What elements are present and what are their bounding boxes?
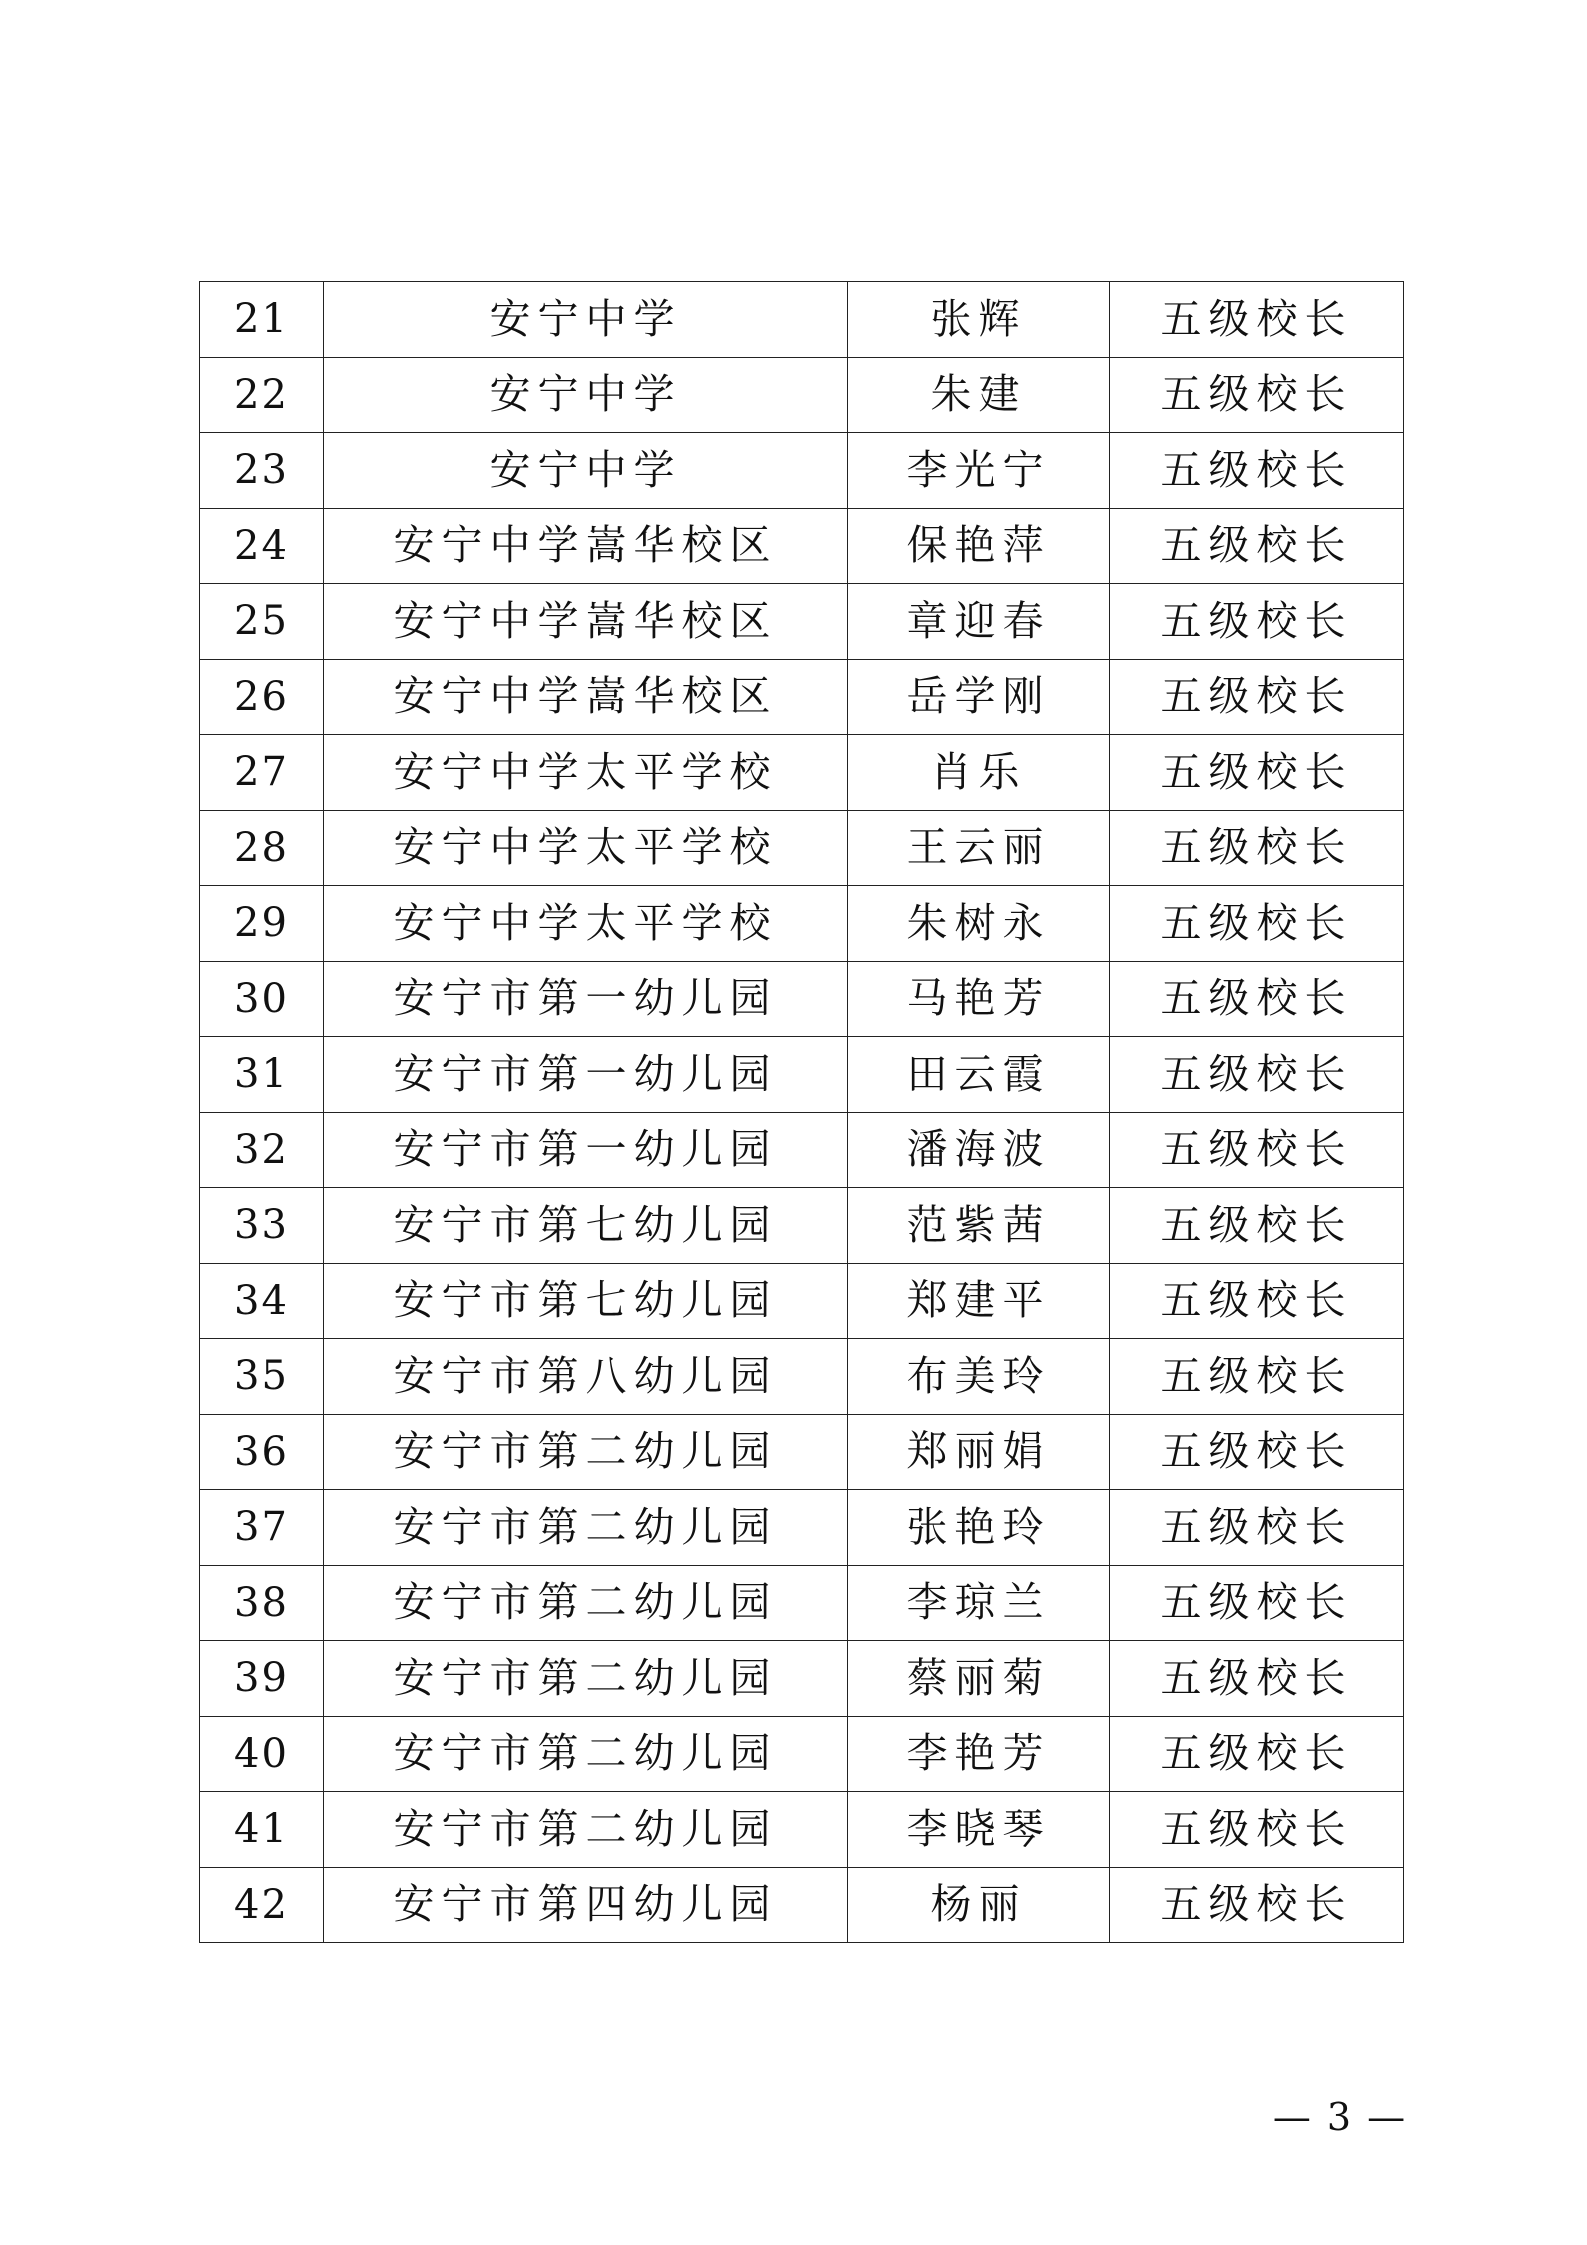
school-cell: 安宁中学嵩华校区 xyxy=(324,659,848,735)
name-cell: 马艳芳 xyxy=(848,961,1110,1037)
row-number-cell: 36 xyxy=(200,1414,324,1490)
school-cell: 安宁市第八幼儿园 xyxy=(324,1339,848,1415)
name-cell: 范紫茜 xyxy=(848,1188,1110,1264)
row-number-cell: 28 xyxy=(200,810,324,886)
name-cell: 肖乐 xyxy=(848,735,1110,811)
school-cell: 安宁中学太平学校 xyxy=(324,886,848,962)
title-cell: 五级校长 xyxy=(1110,1867,1404,1943)
roster-table-body xyxy=(200,282,1404,1943)
school-cell: 安宁市第一幼儿园 xyxy=(324,961,848,1037)
school-cell: 安宁中学 xyxy=(324,433,848,509)
school-cell: 安宁市第一幼儿园 xyxy=(324,1112,848,1188)
title-cell: 五级校长 xyxy=(1110,357,1404,433)
school-cell: 安宁市第二幼儿园 xyxy=(324,1792,848,1868)
name-cell: 潘海波 xyxy=(848,1112,1110,1188)
school-cell: 安宁市第二幼儿园 xyxy=(324,1490,848,1566)
row-number-cell: 34 xyxy=(200,1263,324,1339)
row-number-cell: 25 xyxy=(200,584,324,660)
row-number-cell: 32 xyxy=(200,1112,324,1188)
title-cell: 五级校长 xyxy=(1110,282,1404,358)
table-row xyxy=(200,1792,1404,1868)
name-cell: 岳学刚 xyxy=(848,659,1110,735)
principal-roster-table xyxy=(199,281,1404,1943)
school-cell: 安宁市第二幼儿园 xyxy=(324,1414,848,1490)
school-cell: 安宁中学 xyxy=(324,357,848,433)
school-cell: 安宁市第二幼儿园 xyxy=(324,1716,848,1792)
name-cell: 保艳萍 xyxy=(848,508,1110,584)
title-cell: 五级校长 xyxy=(1110,1641,1404,1717)
row-number-cell: 41 xyxy=(200,1792,324,1868)
name-cell: 李光宁 xyxy=(848,433,1110,509)
table-row xyxy=(200,810,1404,886)
table-row xyxy=(200,961,1404,1037)
table-row xyxy=(200,1112,1404,1188)
row-number-cell: 29 xyxy=(200,886,324,962)
name-cell: 郑建平 xyxy=(848,1263,1110,1339)
row-number-cell: 24 xyxy=(200,508,324,584)
row-number-cell: 37 xyxy=(200,1490,324,1566)
title-cell: 五级校长 xyxy=(1110,1112,1404,1188)
school-cell: 安宁中学太平学校 xyxy=(324,810,848,886)
table-row xyxy=(200,1188,1404,1264)
name-cell: 李艳芳 xyxy=(848,1716,1110,1792)
name-cell: 郑丽娟 xyxy=(848,1414,1110,1490)
table-row xyxy=(200,357,1404,433)
school-cell: 安宁中学嵩华校区 xyxy=(324,508,848,584)
title-cell: 五级校长 xyxy=(1110,433,1404,509)
school-cell: 安宁市第二幼儿园 xyxy=(324,1641,848,1717)
row-number-cell: 39 xyxy=(200,1641,324,1717)
title-cell: 五级校长 xyxy=(1110,1490,1404,1566)
row-number-cell: 27 xyxy=(200,735,324,811)
row-number-cell: 26 xyxy=(200,659,324,735)
title-cell: 五级校长 xyxy=(1110,1414,1404,1490)
row-number-cell: 21 xyxy=(200,282,324,358)
row-number-cell: 42 xyxy=(200,1867,324,1943)
table-row xyxy=(200,659,1404,735)
table-row xyxy=(200,508,1404,584)
page-number: — 3 — xyxy=(1272,2095,1408,2139)
school-cell: 安宁中学 xyxy=(324,282,848,358)
name-cell: 王云丽 xyxy=(848,810,1110,886)
row-number-cell: 33 xyxy=(200,1188,324,1264)
table-row xyxy=(200,1339,1404,1415)
name-cell: 蔡丽菊 xyxy=(848,1641,1110,1717)
row-number-cell: 38 xyxy=(200,1565,324,1641)
table-row xyxy=(200,1565,1404,1641)
title-cell: 五级校长 xyxy=(1110,1716,1404,1792)
school-cell: 安宁市第二幼儿园 xyxy=(324,1565,848,1641)
row-number-cell: 40 xyxy=(200,1716,324,1792)
table-row xyxy=(200,735,1404,811)
name-cell: 李琼兰 xyxy=(848,1565,1110,1641)
title-cell: 五级校长 xyxy=(1110,1565,1404,1641)
name-cell: 朱建 xyxy=(848,357,1110,433)
name-cell: 田云霞 xyxy=(848,1037,1110,1113)
name-cell: 杨丽 xyxy=(848,1867,1110,1943)
row-number-cell: 31 xyxy=(200,1037,324,1113)
table-row xyxy=(200,1037,1404,1113)
name-cell: 张辉 xyxy=(848,282,1110,358)
name-cell: 张艳玲 xyxy=(848,1490,1110,1566)
school-cell: 安宁市第一幼儿园 xyxy=(324,1037,848,1113)
title-cell: 五级校长 xyxy=(1110,508,1404,584)
title-cell: 五级校长 xyxy=(1110,1037,1404,1113)
title-cell: 五级校长 xyxy=(1110,1792,1404,1868)
title-cell: 五级校长 xyxy=(1110,584,1404,660)
school-cell: 安宁中学嵩华校区 xyxy=(324,584,848,660)
table-row xyxy=(200,282,1404,358)
row-number-cell: 35 xyxy=(200,1339,324,1415)
table-row xyxy=(200,886,1404,962)
row-number-cell: 22 xyxy=(200,357,324,433)
table-row xyxy=(200,584,1404,660)
title-cell: 五级校长 xyxy=(1110,1339,1404,1415)
table-row xyxy=(200,433,1404,509)
title-cell: 五级校长 xyxy=(1110,1188,1404,1264)
school-cell: 安宁中学太平学校 xyxy=(324,735,848,811)
name-cell: 章迎春 xyxy=(848,584,1110,660)
table-row xyxy=(200,1414,1404,1490)
row-number-cell: 30 xyxy=(200,961,324,1037)
name-cell: 李晓琴 xyxy=(848,1792,1110,1868)
table-row xyxy=(200,1490,1404,1566)
table-row xyxy=(200,1716,1404,1792)
row-number-cell: 23 xyxy=(200,433,324,509)
title-cell: 五级校长 xyxy=(1110,735,1404,811)
school-cell: 安宁市第七幼儿园 xyxy=(324,1263,848,1339)
title-cell: 五级校长 xyxy=(1110,1263,1404,1339)
table-row xyxy=(200,1641,1404,1717)
table-row xyxy=(200,1263,1404,1339)
table-row xyxy=(200,1867,1404,1943)
school-cell: 安宁市第四幼儿园 xyxy=(324,1867,848,1943)
name-cell: 布美玲 xyxy=(848,1339,1110,1415)
title-cell: 五级校长 xyxy=(1110,810,1404,886)
school-cell: 安宁市第七幼儿园 xyxy=(324,1188,848,1264)
name-cell: 朱树永 xyxy=(848,886,1110,962)
title-cell: 五级校长 xyxy=(1110,886,1404,962)
title-cell: 五级校长 xyxy=(1110,659,1404,735)
title-cell: 五级校长 xyxy=(1110,961,1404,1037)
